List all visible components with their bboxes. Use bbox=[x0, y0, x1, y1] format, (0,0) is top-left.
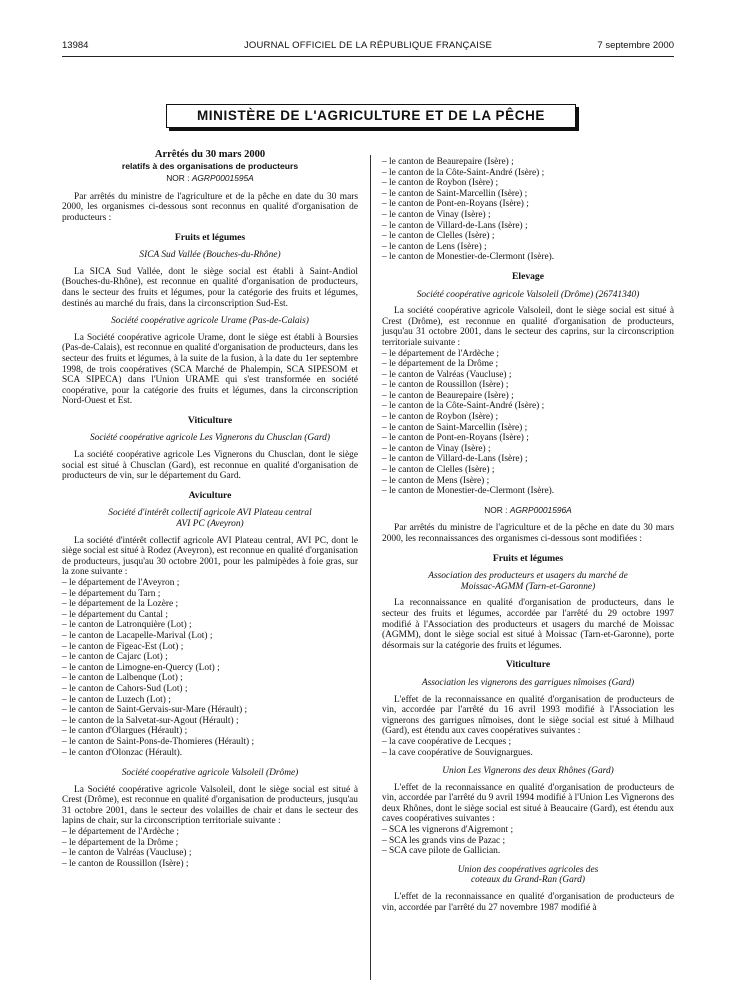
entity-title: Société coopérative agricole Valsoleil (Drôme) bbox=[121, 768, 299, 779]
list-item: – le département du Cantal ; bbox=[62, 609, 168, 620]
list-item: – le canton de Villard-de-Lans (Isère) ; bbox=[382, 220, 528, 231]
list-item: – le canton de Roussillon (Isère) ; bbox=[382, 380, 509, 391]
nor-prefix: NOR : bbox=[166, 173, 192, 184]
entity-title: Société coopérative agricole Urame (Pas-de-Calais) bbox=[111, 316, 309, 327]
list-item: – le canton d'Olargues (Hérault) ; bbox=[62, 726, 188, 737]
list-item: – le département de l'Ardèche ; bbox=[382, 348, 499, 359]
list-item: – le canton de Cahors-Sud (Lot) ; bbox=[62, 683, 188, 694]
nor-prefix: NOR : bbox=[484, 504, 510, 515]
list-item: – le canton de Mens (Isère) ; bbox=[382, 475, 490, 486]
list-item: – le canton de Monestier-de-Clermont (Isère). bbox=[382, 486, 555, 497]
list-item: – le canton de Roybon (Isère) ; bbox=[382, 178, 499, 189]
list-item: – le canton de Pont-en-Royans (Isère) ; bbox=[382, 433, 529, 444]
list-item: – le canton de Vinay (Isère) ; bbox=[382, 443, 491, 454]
intro-paragraph: Par arrêtés du ministre de l'agriculture et de la pêche en date du 30 mars 2000, les reconnaissances des organismes ci-dessous sont modifiées : bbox=[382, 523, 674, 544]
list-item: – le canton de Roussillon (Isère) ; bbox=[62, 858, 189, 869]
entity-title: Association les vignerons des garrigues nîmoises (Gard) bbox=[421, 677, 635, 688]
list-item: – le canton de Saint-Pons-de-Thomieres (Hérault) ; bbox=[62, 736, 255, 747]
list-item: – le canton de Monestier-de-Clermont (Isère). bbox=[382, 252, 555, 263]
list-item: – le département du Tarn ; bbox=[62, 588, 161, 599]
list-item: – le canton de Clelles (Isère) ; bbox=[382, 465, 495, 476]
column-divider bbox=[370, 155, 371, 980]
list-item: – le canton de la Côte-Saint-André (Isère) ; bbox=[382, 167, 545, 178]
list-item: – le canton de Valréas (Vaucluse) ; bbox=[62, 848, 192, 859]
cave-list bbox=[382, 737, 674, 758]
journal-title: JOURNAL OFFICIEL DE LA RÉPUBLIQUE FRANÇAISE bbox=[243, 40, 493, 51]
header-rule bbox=[62, 56, 674, 57]
list-item: – le département de l'Ardèche ; bbox=[62, 827, 179, 838]
zone-list-continued bbox=[382, 157, 674, 263]
list-item: – le canton de Latronquière (Lot) ; bbox=[62, 620, 192, 631]
section-heading: Elevage bbox=[512, 270, 544, 282]
decree-subtitle: relatifs à des organisations de producteurs bbox=[121, 160, 299, 171]
list-item: – le département de l'Aveyron ; bbox=[62, 578, 180, 588]
left-column bbox=[62, 150, 358, 869]
zone-list bbox=[382, 349, 674, 497]
paragraph: La société coopérative agricole Les Vignerons du Chusclan, dont le siège social est situé à Chusclan (Gard), est reconnue en qualité d'organisation de producteurs de vin, sur le département du Gard. bbox=[62, 450, 358, 482]
list-item: – le canton de Roybon (Isère) ; bbox=[382, 412, 499, 423]
paragraph: La Société coopérative agricole Valsoleil, dont le siège social est situé à Crest (Drôme), est reconnue en qualité d'organisation de producteurs, jusqu'au 31 octobre 2001, dans le secteur des volailles de chair et dans le secteur des lapins de chair, sur la circonscription territoriale suivante : bbox=[62, 784, 358, 827]
list-item: – SCA cave pilote de Gallician. bbox=[382, 846, 501, 857]
list-item: – le canton d'Olonzac (Hérault). bbox=[62, 747, 183, 758]
entity-title: SICA Sud Vallée (Bouches-du-Rhône) bbox=[139, 250, 281, 261]
list-item: – le canton de Saint-Gervais-sur-Mare (Hérault) ; bbox=[62, 705, 248, 716]
ministry-box bbox=[166, 104, 576, 128]
list-item: – le canton de Beaurepaire (Isère) ; bbox=[382, 157, 514, 167]
paragraph: La SICA Sud Vallée, dont le siège social est établi à Saint-Andiol (Bouches-du-Rhône), est reconnue en qualité d'organisation de producteurs, dans le secteur des fruits et légumes, pour la catégorie des fruits et légumes, destinés au marché du frais, dans la circonscription Sud-Est. bbox=[62, 266, 358, 309]
list-item: – le canton de la Salvetat-sur-Agout (Hérault) ; bbox=[62, 715, 239, 726]
list-item: – le canton de Clelles (Isère) ; bbox=[382, 231, 495, 242]
list-item: – le canton de Lens (Isère) ; bbox=[382, 241, 487, 252]
list-item: – le canton de Saint-Marcellin (Isère) ; bbox=[382, 422, 528, 433]
list-item: – le département de la Lozère ; bbox=[62, 599, 179, 610]
zone-list bbox=[62, 827, 358, 869]
cave-list bbox=[382, 825, 674, 857]
list-item: – le département de la Drôme ; bbox=[382, 359, 499, 370]
entity-title: Association des producteurs et usagers du marché de Moissac-AGMM (Tarn-et-Garonne) bbox=[428, 571, 628, 592]
list-item: – le canton de Luzech (Lot) ; bbox=[62, 694, 171, 705]
nor-reference bbox=[62, 173, 358, 184]
paragraph: La Société coopérative agricole Urame, dont le siège est établi à Boursies (Pas-de-Calais), est reconnue en qualité d'organisation de producteurs, dans les secteur des fruits et légumes, à la suite de la fusion, à la date du 1er septembre 1998, de trois coopératives (SCA Marché de Phalempin, SCA SIPESOM et SCA SIPECA) dans l'Union URAME qui s'est transformée en société coopérative, pour la catégorie des fruits et légumes, dans la circonscription Nord-Ouest et Est. bbox=[62, 332, 358, 407]
right-column bbox=[382, 157, 674, 918]
list-item: – SCA les vignerons d'Aigremont ; bbox=[382, 825, 514, 836]
nor-code: AGRP0001595A bbox=[191, 173, 254, 184]
paragraph: L'effet de la reconnaissance en qualité d'organisation de producteurs de vin, accordée par l'arrêté du 9 avril 1994 modifié à l'Union Les Vignerons des deux Rhônes, dont le siège social est situé à Beaucaire (Gard), est étendu aux caves coopératives suivantes : bbox=[382, 782, 674, 825]
section-heading: Fruits et légumes bbox=[174, 231, 246, 243]
section-heading: Viticulture bbox=[187, 414, 233, 426]
nor-code: AGRP0001596A bbox=[509, 504, 572, 515]
list-item: – le canton de Vinay (Isère) ; bbox=[382, 209, 491, 220]
intro-paragraph: Par arrêtés du ministre de l'agriculture et de la pêche en date du 30 mars 2000, les organismes ci-dessous sont reconnus en qualité d'organisation de producteurs : bbox=[62, 191, 358, 223]
list-item: – le canton de Lalbenque (Lot) ; bbox=[62, 673, 183, 684]
ministry-title: MINISTÈRE DE L'AGRICULTURE ET DE LA PÊCHE bbox=[196, 108, 546, 123]
entity-title: Société d'intérêt collectif agricole AVI Plateau central AVI PC (Aveyron) bbox=[108, 508, 312, 530]
list-item: – le département de la Drôme ; bbox=[62, 837, 179, 848]
list-item: – le canton de Cajarc (Lot) ; bbox=[62, 652, 168, 663]
list-item: – le canton de Lacapelle-Marival (Lot) ; bbox=[62, 630, 213, 641]
section-heading: Viticulture bbox=[505, 659, 551, 671]
nor-reference-2 bbox=[382, 505, 674, 516]
paragraph: La société d'intérêt collectif agricole AVI Plateau central, AVI PC, dont le siège social est situé à Rodez (Aveyron), est reconnue en qualité d'organisation de producteurs, jusqu'au 30 octobre 2001, pour les palmipèdes à foie gras, sur la zone suivante : bbox=[62, 535, 358, 578]
list-item: – le canton de Pont-en-Royans (Isère) ; bbox=[382, 199, 529, 210]
paragraph: L'effet de la reconnaissance en qualité d'organisation de producteurs de vin, accordée par l'arrêté du 27 novembre 1987 modifié à bbox=[382, 892, 674, 913]
paragraph: La reconnaissance en qualité d'organisation de producteurs, dans le secteur des fruits et légumes, accordée par l'arrêté du 29 octobre 1997 modifié à l'Association des producteurs et usagers du marché de Moissac (AGMM), dont le siège social est situé à Moissac (Tarn-et-Garonne), porte désormais sur la catégorie des fruits et légumes. bbox=[382, 598, 674, 651]
list-item: – le canton de Villard-de-Lans (Isère) ; bbox=[382, 454, 528, 465]
issue-date: 7 septembre 2000 bbox=[597, 40, 674, 51]
list-item: – le canton de Beaurepaire (Isère) ; bbox=[382, 390, 514, 401]
list-item: – le canton de Saint-Marcellin (Isère) ; bbox=[382, 188, 528, 199]
list-item: – la cave coopérative de Souvignargues. bbox=[382, 747, 533, 758]
page-number: 13984 bbox=[62, 40, 89, 51]
section-heading: Aviculture bbox=[188, 489, 232, 501]
paragraph: L'effet de la reconnaissance en qualité d'organisation de producteurs de vin, accordée par l'arrêté du 16 avril 1993 modifié à l'Association les vignerons des garrigues nîmoises, dont le siège social est situé à Milhaud (Gard), est étendu aux caves coopératives suivantes : bbox=[382, 694, 674, 737]
paragraph: La société coopérative agricole Valsoleil, dont le siège social est situé à Crest (Drôme), est reconnue en qualité d'organisation de producteurs, jusqu'au 31 octobre 2001, dans le secteur des caprins, sur la circonscription territoriale suivante : bbox=[382, 306, 674, 348]
entity-title: Société coopérative agricole Valsoleil (Drôme) (26741340) bbox=[416, 289, 640, 300]
page-header bbox=[62, 40, 674, 54]
list-item: – SCA les grands vins de Pazac ; bbox=[382, 835, 506, 846]
list-item: – le canton de la Côte-Saint-André (Isère) ; bbox=[382, 401, 545, 412]
list-item: – le canton de Limogne-en-Quercy (Lot) ; bbox=[62, 662, 220, 673]
entity-title: Société coopérative agricole Les Vignerons du Chusclan (Gard) bbox=[90, 433, 330, 444]
section-heading: Fruits et légumes bbox=[492, 552, 564, 564]
zone-list bbox=[62, 578, 358, 758]
entity-title: Union des coopératives agricoles des coteaux du Grand-Ran (Gard) bbox=[457, 864, 599, 886]
decree-title: Arrêtés du 30 mars 2000 bbox=[154, 149, 266, 160]
entity-title: Union Les Vignerons des deux Rhônes (Gard) bbox=[442, 766, 614, 777]
list-item: – le canton de Figeac-Est (Lot) ; bbox=[62, 641, 184, 652]
list-item: – le canton de Valréas (Vaucluse) ; bbox=[382, 369, 512, 380]
list-item: – la cave coopérative de Lecques ; bbox=[382, 736, 512, 747]
